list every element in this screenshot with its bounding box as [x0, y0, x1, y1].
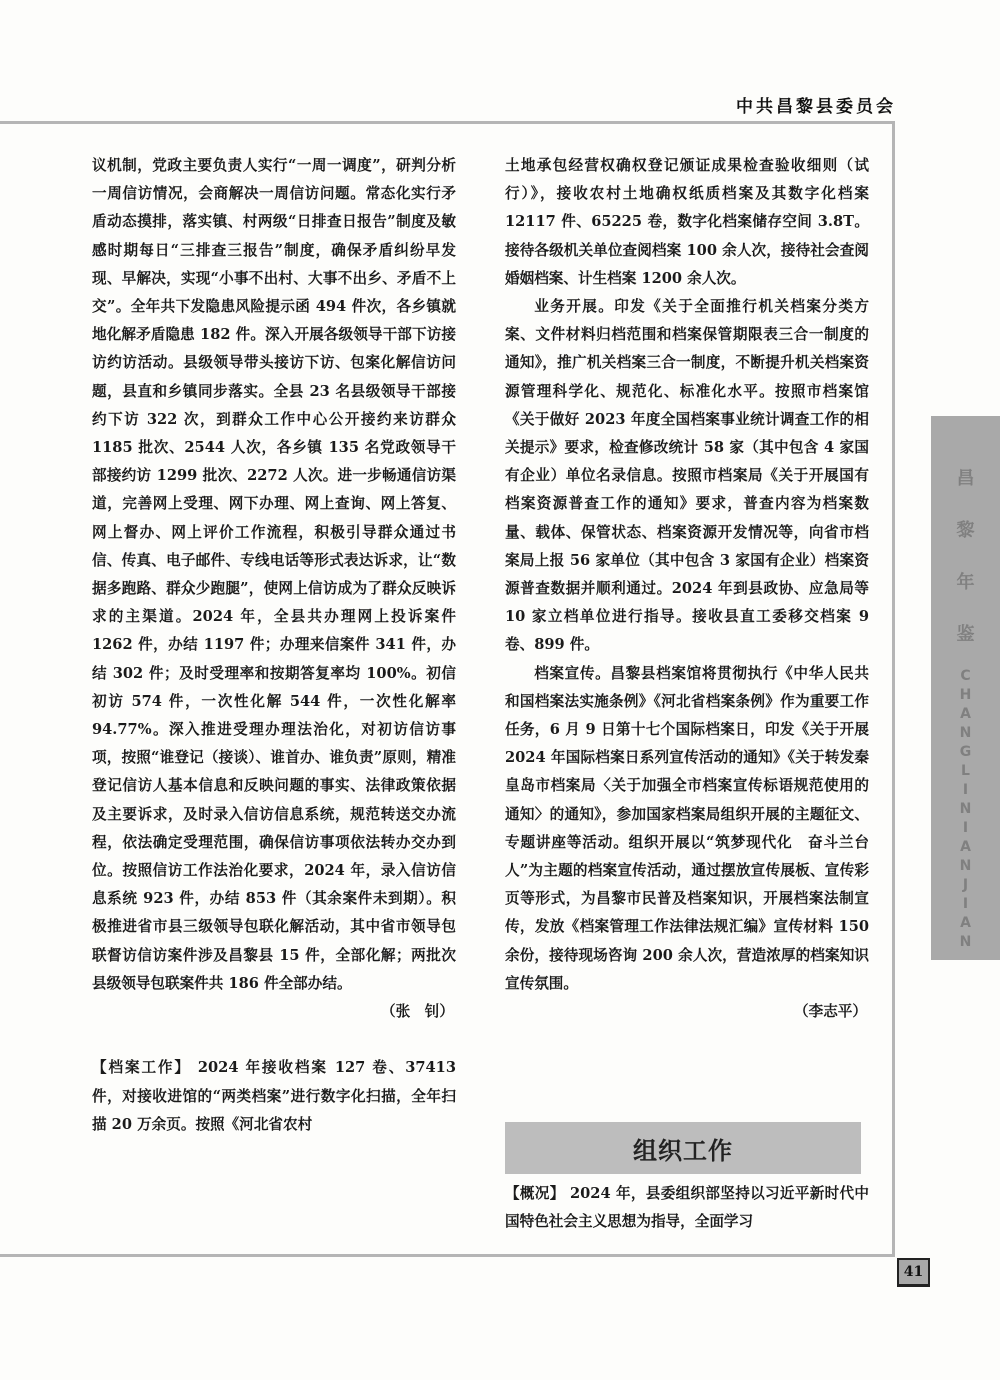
overview-paragraph	[505, 1180, 869, 1236]
overview-heading: 【概况】	[505, 1185, 565, 1202]
author-credit: （张 钊）	[381, 1003, 454, 1021]
archives-work-text: 2024 年接收档案 127 卷、37413 件，对接收进馆的“两类档案”进行数字化扫描，全年扫描 20 万余页。按照《河北省农村	[92, 1059, 456, 1133]
frame-bottom-rule	[0, 1254, 895, 1257]
side-tab-title	[957, 464, 975, 646]
petition-paragraph: 议机制，党政主要负责人实行“一周一调度”，研判分析一周信访情况，会商解决一周信访问题。常态化实行矛盾动态摸排，落实镇、村两级“日排查日报告”制度及敏感时期每日“三排查三报告”制度，确保矛盾纠纷早发现、早解决，实现“小事不出村、大事不出乡、矛盾不上交”。全年共下发隐患风险提示函 494 件次，各乡镇就地化解矛盾隐患 182 件。深入开展各级领导干部下访接访约访活动。县级领导带头接访下访、包案化解信访问题，县直和乡镇同步落实。全县 23 名县级领导干部接约下访 322 次，到群众工作中心公开接约来访群众 1185 批次、2544 人次，各乡镇 135 名党政领导干部接约访 1299 批次、2272 人次。进一步畅通信访渠道，完善网上受理、网下办理、网上查询、网上答复、网上督办、网上评价工作流程，积极引导群众通过书信、传真、电子邮件、专线电话等形式表达诉求，让“数据多跑路、群众少跑腿”，使网上信访成为了群众反映诉求的主渠道。2024 年，全县共办理网上投诉案件 1262 件，办结 1197 件；办理来信案件 341 件，办结 302 件；及时受理率和按期答复率均 100%。初信初访 574 件，一次性化解 544 件，一次性化解率 94.77%。深入推进受理办理法治化，对初访信访事项，按照“谁登记（接谈）、谁首办、谁负责”原则，精准登记信访人基本信息和反映问题的事实、法律政策依据及主要诉求，及时录入信访信息系统，规范转送交办流程，依法确定受理范围，确保信访事项依法转办交办到位。按照信访工作法治化要求，2024 年，录入信访信息系统 923 件，办结 853 件（其余案件未到期）。积极推进省市县三级领导包联化解活动，其中省市领导包联督访信访案件涉及昌黎县 15 件，全部化解；两批次县级领导包联案件共 186 件全部办结。	[92, 157, 456, 992]
frame-right-rule	[892, 121, 895, 1257]
publicity-paragraph: 档案宣传。昌黎县档案馆将贯彻执行《中华人民共和国档案法实施条例》《河北省档案条例》作为重要工作任务，6 月 9 日第十七个国际档案日，印发《关于开展 2024 年国际档案日系列宣传活动的通知》《关于转发秦皇岛市档案局〈关于加强全市档案宣传标语规范使用的通知〉的通知》，参加国家档案局组织开展的主题征文、专题讲座等活动。组织开展以“筑梦现代化 奋斗兰台人”为主题的档案宣传活动，通过摆放宣传展板、宣传彩页等形式，为昌黎市民普及档案知识，开展档案法制宣传，发放《档案管理工作法律法规汇编》宣传材料 150 余份，接待现场咨询 200 余人次，营造浓厚的档案知识宣传氛围。	[505, 664, 869, 992]
side-tab-char: 鉴	[956, 624, 975, 645]
left-column	[92, 152, 456, 1139]
side-tab-pinyin: CHANGLINIANJIAN	[957, 668, 974, 953]
side-thumb-tab	[931, 416, 1000, 960]
overview-text: 2024 年，县委组织部坚持以习近平新时代中国特色社会主义思想为指导，全面学习	[505, 1185, 869, 1231]
frame-top-rule	[0, 121, 895, 124]
business-paragraph: 业务开展。印发《关于全面推行机关档案分类方案、文件材料归档范围和档案保管期限表三合一制度的通知》，推广机关档案三合一制度，不断提升机关档案资源管理科学化、规范化、标准化水平。按照市档案馆《关于做好 2023 年度全国档案事业统计调查工作的相关提示》要求，检查修改统计 58 家（其中包含 4 家国有企业）单位名录信息。按照市档案局《关于开展国有档案资源普查工作的通知》要求，普查内容为档案数量、载体、保管状态、档案资源开发情况等，向省市档案局上报 56 家单位（其中包含 3 家国有企业）档案资源普查数据并顺利通过。2024 年到县政协、应急局等 10 家立档单位进行指导。接收县直工委移交档案 9 卷、899 件。	[505, 298, 869, 654]
right-column	[505, 152, 869, 1026]
section-title-bar: 组织工作	[505, 1122, 861, 1174]
archives-work-paragraph	[92, 1054, 456, 1139]
author-credit: （李志平）	[794, 1003, 867, 1021]
overview-block	[505, 1180, 869, 1236]
side-tab-char: 年	[956, 572, 975, 593]
side-tab-char: 昌	[956, 468, 975, 489]
archives-work-heading: 【档案工作】	[92, 1059, 191, 1077]
running-head: 中共昌黎县委员会	[736, 97, 896, 117]
archives-continued-paragraph: 土地承包经营权确权登记颁证成果检查验收细则（试行）》，接收农村土地确权纸质档案及其数字化档案 12117 件、65225 卷，数字化档案储存空间 3.8T。接待各级机关单位查阅档案 100 余人次，接待社会查阅婚姻档案、计生档案 1200 余人次。	[505, 157, 869, 287]
page-number: 41	[897, 1258, 930, 1287]
side-tab-char: 黎	[956, 520, 975, 541]
